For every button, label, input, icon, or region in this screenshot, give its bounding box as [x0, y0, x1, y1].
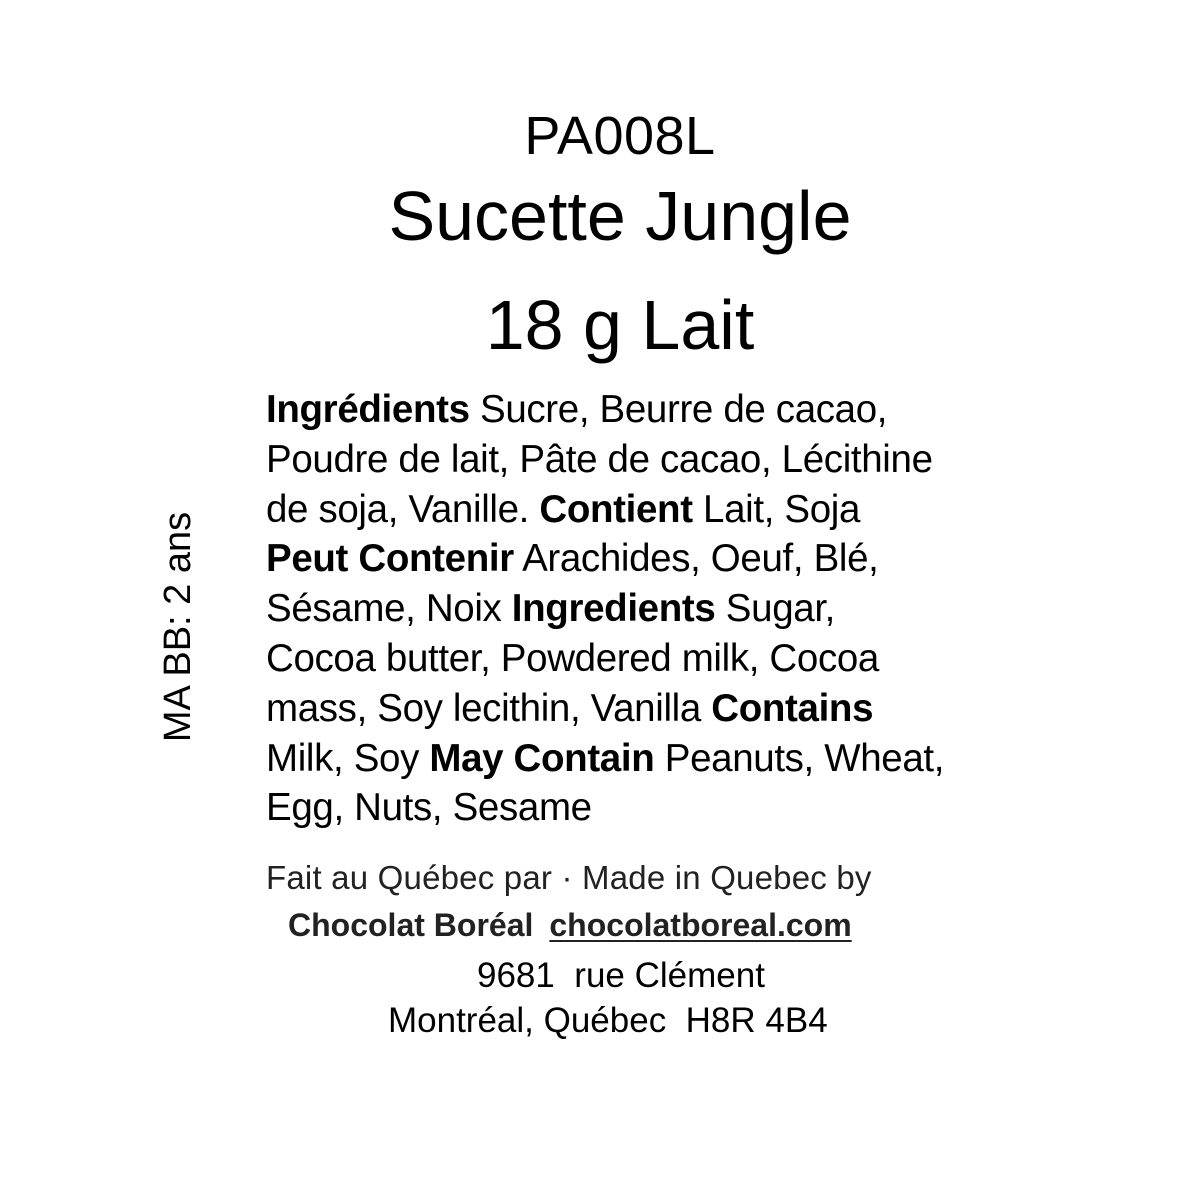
may-contain-heading-en: May Contain [429, 736, 655, 780]
ingredients-text: Cocoa butter, Powdered milk, Cocoa [266, 636, 879, 680]
ingredients-text: Poudre de lait, Pâte de cacao, Lécithine [266, 437, 933, 481]
ingredients-line [266, 634, 1056, 684]
ingredients-text: de soja, Vanille. [266, 487, 540, 531]
ingredients-text: Lait, Soja [692, 487, 861, 531]
ingredients-block [266, 385, 1056, 833]
ingredients-line [266, 783, 1056, 833]
company-name: Chocolat Boréal [288, 907, 534, 943]
ingredients-text: Sésame, Noix [266, 587, 512, 631]
ingredients-heading-fr: Ingrédients [266, 388, 470, 431]
made-in-statement: Fait au Québec par · Made in Quebec by [266, 859, 872, 896]
ingredients-line [266, 734, 1056, 784]
address-street: 9681 rue Clément [477, 956, 765, 995]
ingredients-text: Milk, Soy [266, 736, 430, 780]
company-row [288, 905, 852, 945]
ingredients-line [266, 435, 1056, 485]
product-weight: 18 g Lait [485, 286, 755, 364]
ingredients-line [266, 534, 1056, 584]
ingredients-text: mass, Soy lecithin, Vanilla [266, 686, 712, 730]
ingredients-line [266, 584, 1056, 634]
ingredients-text: Egg, Nuts, Sesame [266, 786, 592, 830]
ingredients-line [266, 385, 1056, 435]
best-before-label: MA BB: 2 ans [157, 511, 199, 743]
ingredients-heading-en: Ingredients [511, 587, 716, 631]
may-contain-heading-fr: Peut Contenir [266, 537, 514, 581]
address-city: Montréal, Québec H8R 4B4 [388, 1001, 828, 1040]
ingredients-text: Sucre, Beurre de cacao, [469, 388, 888, 431]
ingredients-line [266, 684, 1056, 734]
ingredients-text: Arachides, Oeuf, Blé, [513, 537, 879, 581]
contains-heading-en: Contains [711, 686, 874, 730]
ingredients-text: Peanuts, Wheat, [654, 736, 945, 780]
website-link[interactable]: chocolatboreal.com [549, 907, 852, 943]
ingredients-line [266, 485, 1056, 535]
contains-heading-fr: Contient [539, 487, 693, 531]
product-code: PA008L [524, 106, 716, 166]
ingredients-text: Sugar, [715, 587, 836, 631]
product-name: Sucette Jungle [388, 177, 852, 255]
